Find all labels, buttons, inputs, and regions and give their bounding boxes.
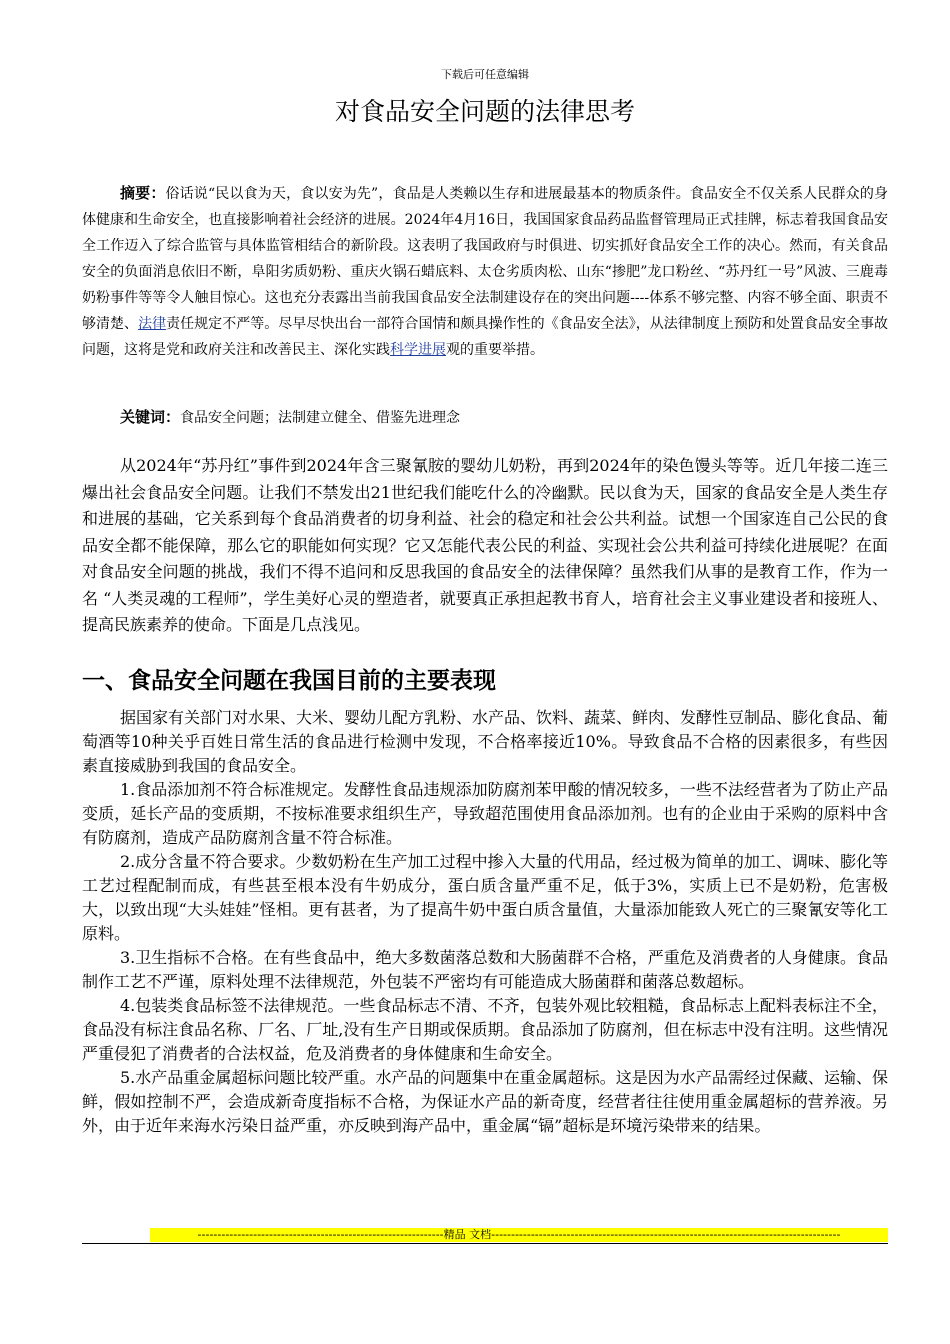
keywords-text: 食品安全问题；法制建立健全、借鉴先进理念 bbox=[180, 410, 461, 426]
intro-paragraph: 从2024年“苏丹红”事件到2024年含三聚氰胺的婴幼儿奶粉，再到2024年的染色馒头等等。近几年接二连三爆出社会食品安全问题。让我们不禁发出21世纪我们能吃什么的冷幽默。民以食为天，国家的食品安全是人类生存和进展的基础，它关系到每个食品消费者的切身利益、社会的稳定和社会公共利益。试想一个国家连自己公民的食品安全都不能保障，那么它的职能如何实现？它又怎能代表公民的利益、实现社会公共利益可持续化进展呢？在面对食品安全问题的挑战，我们不得不追问和反思我国的食品安全的法律保障？虽然我们从事的是教育工作，作为一名 “人类灵魂的工程师”，学生美好心灵的塑造者，就要真正承担起教书育人，培育社会主义事业建设者和接班人、提高民族素养的使命。下面是几点浅见。 bbox=[82, 456, 888, 634]
section-body bbox=[82, 706, 888, 1138]
body-paragraph: 5.水产品重金属超标问题比较严重。水产品的问题集中在重金属超标。这是因为水产品需经过保藏、运输、保鲜，假如控制不严，会造成新奇度指标不合格，为保证水产品的新奇度，经营者往往使用重金属超标的营养液。另外，由于近年来海水污染日益严重，亦反映到海产品中，重金属“镉”超标是环境污染带来的结果。 bbox=[82, 1068, 888, 1135]
body-paragraph: 4.包装类食品标签不法律规范。一些食品标志不清、不齐，包装外观比较粗糙，食品标志上配料表标注不全，食品没有标注食品名称、厂名、厂址,没有生产日期或保质期。食品添加了防腐剂，但在标志中没有注明。这些情况严重侵犯了消费者的合法权益，危及消费者的身体健康和生命安全。 bbox=[82, 996, 888, 1063]
link-science-progress[interactable]: 科学进展 bbox=[390, 342, 446, 358]
body-paragraph: 1.食品添加剂不符合标准规定。发酵性食品违规添加防腐剂苯甲酸的情况较多，一些不法经营者为了防止产品变质，延长产品的变质期，不按标准要求组织生产，导致超范围使用食品添加剂。也有的企业由于采购的原料中含有防腐剂，造成产品防腐剂含量不符合标准。 bbox=[82, 780, 888, 847]
abstract-text-1: 俗话说“民以食为天，食以安为先”，食品是人类赖以生存和进展最基本的物质条件。食品安全不仅关系人民群众的身体健康和生命安全，也直接影响着社会经济的进展。2024年4月16日，我国国家食品药品监督管理局正式挂牌，标志着我国食品安全工作迈入了综合监管与具体监管相结合的新阶段。这表明了我国政府与时俱进、切实抓好食品安全工作的决心。然而，有关食品安全的负面消息依旧不断，阜阳劣质奶粉、重庆火锅石蜡底料、太仓劣质肉松、山东“掺肥”龙口粉丝、“苏丹红一号”风波、三鹿毒奶粉事件等等令人触目惊心。这也充分表露出当前我国食品安全法制建设存在的突出问题----体系不够完整、内容不够全面、职责不够清楚、 bbox=[82, 186, 888, 332]
footer-divider bbox=[82, 1243, 888, 1244]
keywords-label: 关键词： bbox=[120, 408, 181, 426]
abstract-label: 摘要： bbox=[120, 184, 166, 202]
header-note: 下载后可任意编辑 bbox=[441, 68, 529, 81]
document-title: 对食品安全问题的法律思考 bbox=[334, 97, 635, 126]
body-paragraph: 3.卫生指标不合格。在有些食品中，绝大多数菌落总数和大肠菌群不合格，严重危及消费者的人身健康。食品制作工艺不严谨，原料处理不法律规范，外包装不严密均有可能造成大肠菌群和菌落总数超标。 bbox=[82, 948, 888, 991]
footer-watermark: --------------------------------------------------------------精品 文档---------------------------------------------------------------------------------------- bbox=[150, 1228, 888, 1242]
body-paragraph: 2.成分含量不符合要求。少数奶粉在生产加工过程中掺入大量的代用品，经过极为简单的加工、调味、膨化等工艺过程配制而成，有些甚至根本没有牛奶成分，蛋白质含量严重不足，低于3%，实质上已不是奶粉，危害极大，以致出现“大头娃娃”怪相。更有甚者，为了提高牛奶中蛋白质含量值，大量添加能致人死亡的三聚氰安等化工原料。 bbox=[82, 852, 888, 943]
link-law[interactable]: 法律 bbox=[138, 316, 167, 332]
keywords-paragraph bbox=[82, 404, 888, 431]
abstract-text-2: 责任规定不严等。尽早尽快出台一部符合国情和颇具操作性的《食品安全法》，从法律制度上预防和处置食品安全事故问题，这将是党和政府关注和改善民主、深化实践 bbox=[82, 316, 889, 358]
body-paragraph: 据国家有关部门对水果、大米、婴幼儿配方乳粉、水产品、饮料、蔬菜、鲜肉、发酵性豆制品、膨化食品、葡萄酒等10种关乎百姓日常生活的食品进行检测中发现，不合格率接近10%。导致食品不合格的因素很多，有些因素直接威胁到我国的食品安全。 bbox=[82, 708, 889, 775]
abstract-paragraph bbox=[82, 180, 888, 363]
section-heading: 一、食品安全问题在我国目前的主要表现 bbox=[82, 668, 496, 694]
abstract-text-3: 观的重要举措。 bbox=[446, 342, 544, 358]
